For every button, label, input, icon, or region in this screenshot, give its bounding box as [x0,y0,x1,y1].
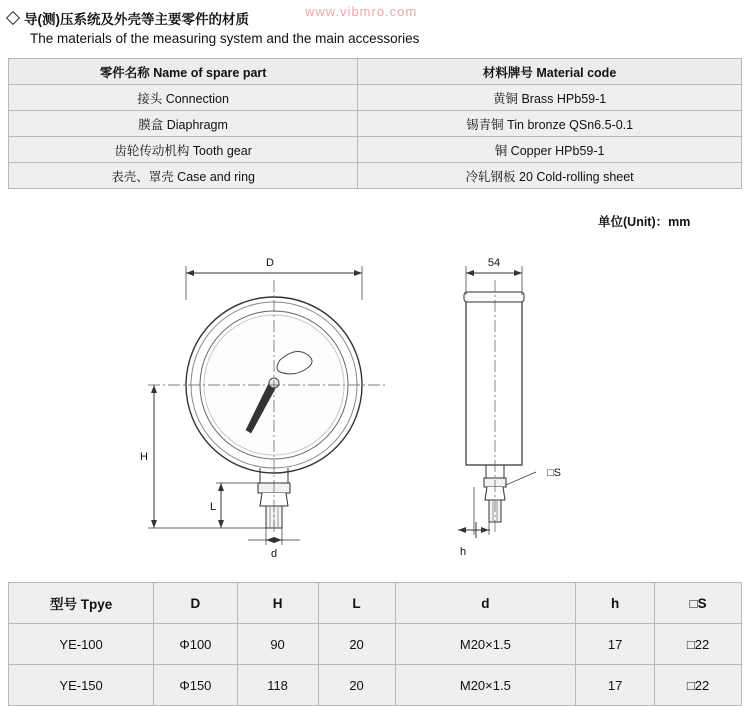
cell-part-name: 表壳、罩壳 Case and ring [9,163,358,189]
cell-d-upper: Φ150 [154,665,237,706]
cell-d-upper: Φ100 [154,624,237,665]
materials-table [8,58,742,189]
unit-note: 单位(Unit)：mm [598,215,691,229]
cell-h-upper: 90 [237,624,318,665]
column-header-d-lower: d [395,583,576,624]
table-header-row [9,583,742,624]
column-header-l: L [318,583,395,624]
dim-label-D: D [266,257,274,269]
table-row [9,624,742,665]
table-row [9,111,742,137]
cell-material-code: 锡青铜 Tin bronze QSn6.5-0.1 [358,111,742,137]
cell-square-s: □22 [655,624,742,665]
section-title-cn: 导(测)压系统及外壳等主要零件的材质 [24,12,249,27]
column-header-name: 零件名称 Name of spare part [9,59,358,85]
cell-material-code: 黄铜 Brass HPb59-1 [358,85,742,111]
column-header-code: 材料牌号 Material code [358,59,742,85]
column-header-h-upper: H [237,583,318,624]
technical-drawing [8,240,742,575]
watermark: www.vibmro.com [305,4,418,19]
diamond-icon [6,11,20,25]
dim-label-54: 54 [487,257,501,269]
cell-l: 20 [318,665,395,706]
cell-type: YE-150 [9,665,154,706]
cell-h-lower: 17 [576,665,655,706]
cell-h-lower: 17 [576,624,655,665]
cell-material-code: 铜 Copper HPb59-1 [358,137,742,163]
specification-table [8,582,742,706]
cell-d-lower: M20×1.5 [395,665,576,706]
table-row [9,163,742,189]
cell-l: 20 [318,624,395,665]
table-header-row [9,59,742,85]
column-header-square-s: □S [655,583,742,624]
cell-type: YE-100 [9,624,154,665]
dim-label-H: H [140,451,148,463]
table-row [9,665,742,706]
cell-material-code: 冷轧钢板 20 Cold-rolling sheet [358,163,742,189]
dim-label-square-s: □S [547,467,561,479]
section-title [8,8,249,28]
column-header-type: 型号 Tpye [9,583,154,624]
dim-label-L: L [209,501,217,513]
dim-label-h: h [459,546,467,558]
dim-label-d: d [270,548,278,560]
column-header-d-upper: D [154,583,237,624]
cell-part-name: 接头 Connection [9,85,358,111]
table-row [9,85,742,111]
cell-part-name: 膜盒 Diaphragm [9,111,358,137]
column-header-h-lower: h [576,583,655,624]
cell-d-lower: M20×1.5 [395,624,576,665]
table-row [9,137,742,163]
cell-h-upper: 118 [237,665,318,706]
cell-part-name: 齿轮传动机构 Tooth gear [9,137,358,163]
section-title-en: The materials of the measuring system and the main accessories [30,31,420,46]
cell-square-s: □22 [655,665,742,706]
